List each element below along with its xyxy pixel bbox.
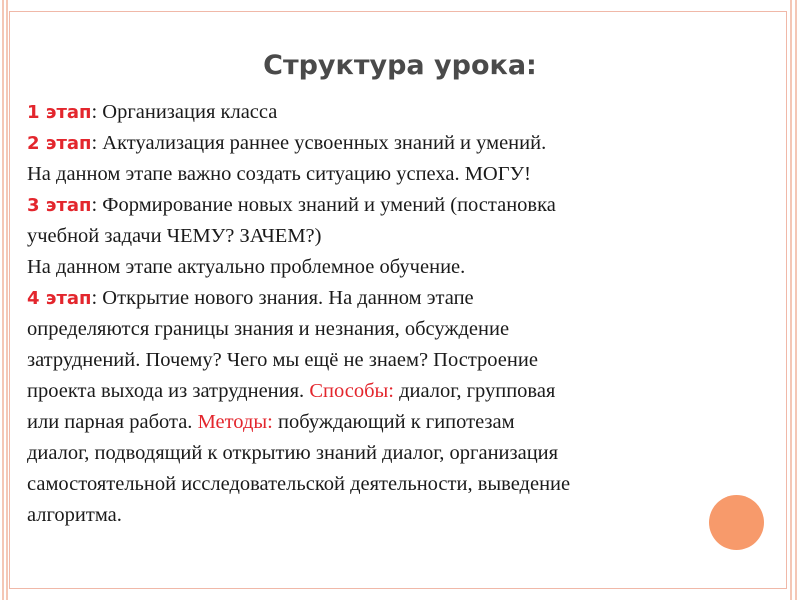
text-fragment: проекта выхода из затруднения. [27, 380, 310, 402]
text-fragment: самостоятельной исследовательской деятельности, выведение [27, 473, 571, 495]
text-fragment: определяются границы знания и незнания, обсуждение [27, 318, 510, 340]
text-line [27, 221, 762, 252]
stage-label: 1 этап [27, 102, 92, 123]
text-fragment: алгоритма. [27, 504, 122, 526]
text-line [27, 190, 762, 221]
highlight-label: Способы: [309, 380, 394, 402]
text-line [27, 314, 762, 345]
text-fragment: : Организация класса [91, 101, 278, 123]
text-line [27, 376, 762, 407]
text-line [27, 128, 762, 159]
right-border-line-inner [790, 0, 792, 600]
text-fragment: : Актуализация раннее усвоенных знаний и умений. [91, 132, 547, 154]
text-line [27, 407, 762, 438]
text-fragment: диалог, подводящий к открытию знаний диалог, организация [27, 442, 559, 464]
text-fragment: : Формирование новых знаний и умений (постановка [91, 194, 556, 216]
text-line [27, 252, 762, 283]
text-fragment: или парная работа. [27, 411, 198, 433]
text-fragment: затруднений. Почему? Чего мы ещё не знаем? Построение [27, 349, 538, 371]
slide-title: Структура урока: [263, 50, 537, 81]
text-fragment: побуждающий к гипотезам [272, 411, 515, 433]
stage-label: 4 этап [27, 288, 92, 309]
lesson-structure-text [27, 97, 762, 531]
stage-label: 3 этап [27, 195, 92, 216]
text-fragment: диалог, групповая [393, 380, 556, 402]
text-line [27, 159, 762, 190]
decorative-circle [709, 495, 764, 550]
text-line [27, 500, 762, 531]
stage-label: 2 этап [27, 133, 92, 154]
text-line [27, 283, 762, 314]
text-line [27, 97, 762, 128]
text-fragment: На данном этапе актуально проблемное обучение. [27, 256, 466, 278]
text-line [27, 345, 762, 376]
text-fragment: : Открытие нового знания. На данном этапе [91, 287, 474, 309]
right-border-line-outer [795, 0, 797, 600]
left-border-line-outer [2, 0, 4, 600]
text-fragment: учебной задачи ЧЕМУ? ЗАЧЕМ?) [27, 225, 322, 247]
text-line [27, 469, 762, 500]
text-fragment: На данном этапе важно создать ситуацию успеха. МОГУ! [27, 163, 531, 185]
left-border-line-inner [6, 0, 8, 600]
text-line [27, 438, 762, 469]
highlight-label: Методы: [197, 411, 273, 433]
